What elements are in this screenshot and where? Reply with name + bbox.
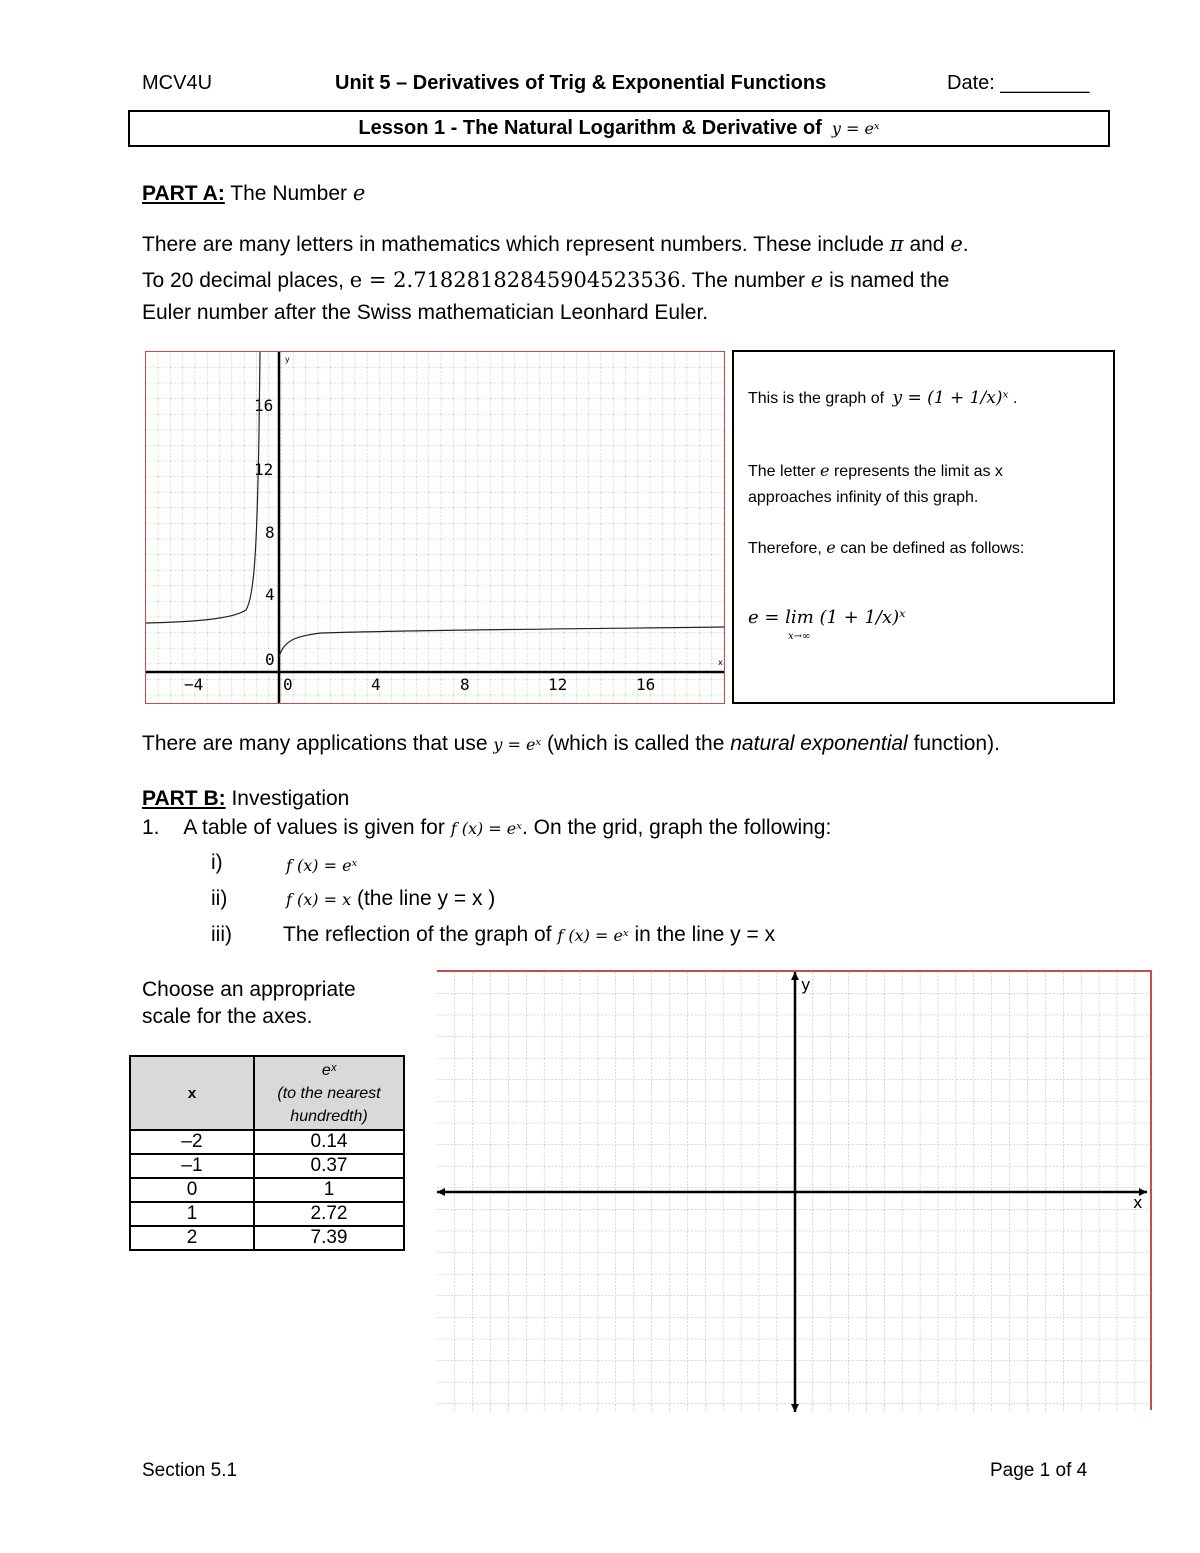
info-line-4 <box>748 538 1024 558</box>
col-ex-header-math: eˣ <box>321 1061 337 1079</box>
q1-text: A table of values is given for <box>183 816 445 839</box>
cell-x: –2 <box>130 1130 254 1154</box>
course-code: MCV4U <box>142 72 213 94</box>
item-iii-num: iii) <box>211 923 232 946</box>
scale-instruction-1: Choose an appropriate <box>142 978 356 1001</box>
item-ii <box>286 886 495 913</box>
cell-x: –1 <box>130 1154 254 1178</box>
text-function: function). <box>913 732 1000 755</box>
blank-grid-svg[interactable] <box>437 972 1152 1412</box>
info-box <box>732 350 1115 704</box>
info-e-symbol: e <box>820 461 830 480</box>
table-row <box>130 1226 404 1250</box>
unit-title: Unit 5 – Derivatives of Trig & Exponential Functions <box>335 72 827 94</box>
text-decimal-places: To 20 decimal places, <box>142 269 344 292</box>
limit-formula: e = lim (1 + 1/x)ˣ <box>748 607 906 628</box>
item-iii <box>283 922 775 949</box>
info-text-graph-of: This is the graph of <box>748 390 885 407</box>
part-a-line-1 <box>142 231 969 258</box>
info-period: . <box>1012 390 1018 407</box>
grid-background <box>146 352 725 704</box>
question-1 <box>142 815 831 842</box>
x-tick-label: 12 <box>548 675 568 694</box>
footer-section: Section 5.1 <box>142 1460 238 1481</box>
info-text-represents: represents the limit as x <box>833 463 1003 480</box>
applications-line <box>142 731 1000 758</box>
x-axis-label: x <box>1133 1193 1143 1212</box>
info-line-2 <box>748 461 1003 481</box>
x-tick-label: 0 <box>283 675 293 694</box>
info-text-therefore: Therefore, <box>748 540 822 557</box>
cell-ex: 1 <box>254 1178 404 1202</box>
q1-number: 1. <box>142 816 160 839</box>
info-e-symbol-2: e <box>826 538 836 557</box>
item-iii-text: The reflection of the graph of <box>283 923 552 946</box>
info-text-defined: can be defined as follows: <box>840 540 1025 557</box>
table-row <box>130 1202 404 1226</box>
part-a-e-symbol: e <box>352 181 366 205</box>
limit-graph-svg <box>146 352 725 704</box>
x-tick-label: 16 <box>636 675 656 694</box>
e-symbol: e <box>950 232 963 256</box>
text-letters: There are many letters in mathematics which represent numbers. These include <box>142 233 884 256</box>
part-a-title: The Number <box>230 182 348 205</box>
table-row <box>130 1130 404 1154</box>
item-ii-math: f (x) = x <box>286 890 352 909</box>
e-symbol-2: e <box>810 268 824 292</box>
limit-graph <box>145 351 725 704</box>
table-header-row <box>130 1056 404 1130</box>
q1-math: f (x) = eˣ <box>450 819 522 838</box>
text-natural-exponential: natural exponential <box>730 732 908 755</box>
pi-symbol: π <box>889 232 904 256</box>
text-and: and <box>909 233 945 256</box>
item-iii-math: f (x) = eˣ <box>557 926 629 945</box>
col-x-header: x <box>130 1056 254 1130</box>
col-ex-header-note-2: hundredth) <box>290 1107 368 1125</box>
x-tick-label: −4 <box>184 675 204 694</box>
cell-ex: 2.72 <box>254 1202 404 1226</box>
col-ex-header-note-1: (to the nearest <box>277 1084 381 1102</box>
lesson-title-box <box>128 110 1110 147</box>
values-table <box>129 1055 405 1251</box>
part-a-line-3: Euler number after the Swiss mathematician Leonhard Euler. <box>142 301 709 324</box>
item-ii-text: (the line y = x ) <box>356 887 496 910</box>
scale-instruction-2: scale for the axes. <box>142 1005 313 1028</box>
y-axis-label: y <box>285 355 290 364</box>
x-tick-label: 8 <box>460 675 470 694</box>
table-row <box>130 1154 404 1178</box>
lesson-title-math: y = eˣ <box>831 119 880 138</box>
e-value: e = 2.71828182845904523536 <box>349 268 681 292</box>
cell-x: 2 <box>130 1226 254 1250</box>
y-axis-label: y <box>801 975 811 994</box>
part-a-label: PART A: <box>142 182 225 205</box>
cell-ex: 7.39 <box>254 1226 404 1250</box>
item-iii-tail: in the line y = x <box>634 923 776 946</box>
cell-ex: 0.37 <box>254 1154 404 1178</box>
cell-x: 0 <box>130 1178 254 1202</box>
lesson-title: Lesson 1 - The Natural Logarithm & Derivative of <box>358 117 822 139</box>
y-tick-label: 12 <box>254 460 274 479</box>
q1-text-2: . On the grid, graph the following: <box>521 816 832 839</box>
y-tick-label: 0 <box>265 650 275 669</box>
text-named-the: is named the <box>829 269 950 292</box>
cell-ex: 0.14 <box>254 1130 404 1154</box>
item-i-num: i) <box>211 851 223 874</box>
part-a-line-2 <box>142 267 949 294</box>
y-tick-label: 4 <box>265 585 275 604</box>
x-axis-label: x <box>718 658 723 667</box>
part-b-title: Investigation <box>231 787 350 810</box>
footer-page: Page 1 of 4 <box>990 1460 1088 1481</box>
blank-graph-grid[interactable] <box>437 970 1152 1410</box>
text-which-is-called: (which is called the <box>546 732 725 755</box>
limit-subscript: x→∞ <box>788 631 811 642</box>
date-field[interactable]: Date: ________ <box>947 72 1090 94</box>
item-i-math: f (x) = eˣ <box>286 856 358 875</box>
applications-math: y = eˣ <box>493 735 542 754</box>
info-text-letter: The letter <box>748 463 816 480</box>
item-ii-num: ii) <box>211 887 228 910</box>
part-a-heading <box>142 180 365 207</box>
y-tick-label: 8 <box>265 523 275 542</box>
text-the-number: . The number <box>680 269 805 292</box>
table-row <box>130 1178 404 1202</box>
info-line-1 <box>748 388 1017 408</box>
col-ex-header <box>254 1056 404 1130</box>
info-line-3: approaches infinity of this graph. <box>748 489 979 506</box>
text-applications: There are many applications that use <box>142 732 488 755</box>
text-period: . <box>962 233 969 256</box>
cell-x: 1 <box>130 1202 254 1226</box>
y-tick-label: 16 <box>254 396 274 415</box>
part-b-heading <box>142 786 349 812</box>
x-tick-label: 4 <box>371 675 381 694</box>
part-b-label: PART B: <box>142 787 226 810</box>
formula-graph: y = (1 + 1/x)ˣ <box>892 388 1009 408</box>
